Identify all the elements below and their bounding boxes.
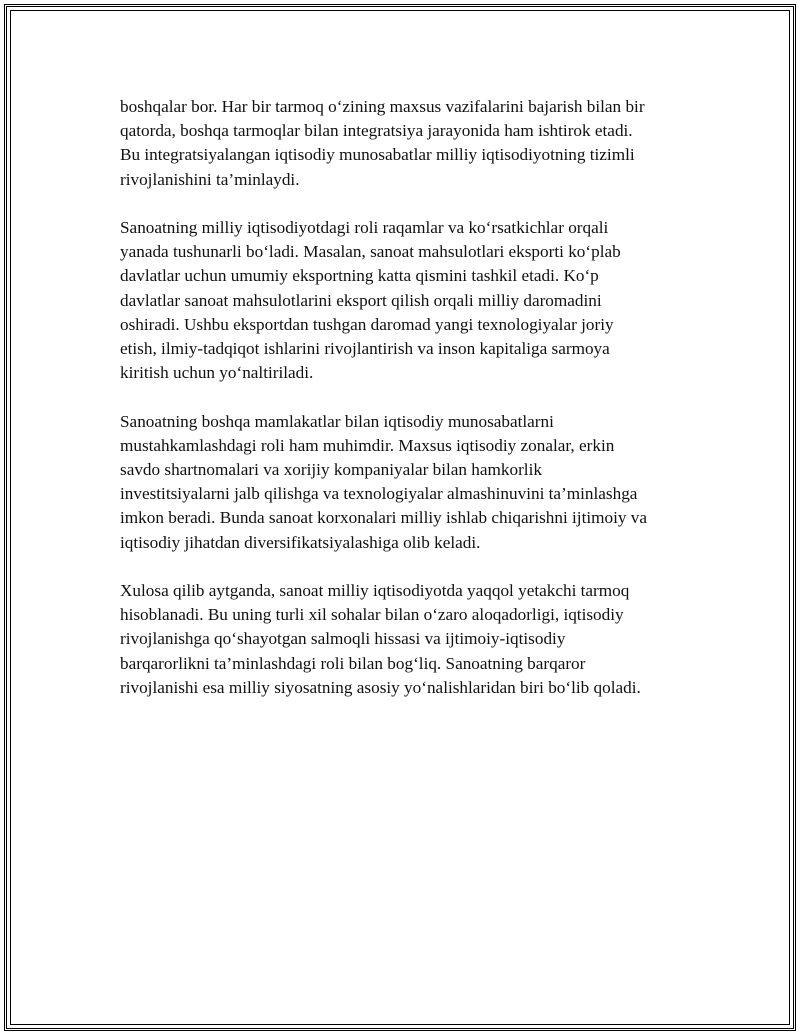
paragraph-export-role: Sanoatning milliy iqtisodiyotdagi roli raqamlar va ko‘rsatkichlar orqali yanada tushunarli bo‘ladi. Masalan, sanoat mahsulotlari eksporti ko‘plab davlatlar uchun umumiy eksportning katta qismini tashkil etadi. Ko‘p davlatlar sanoat mahsulotlarini eksport qilish orqali milliy daromadini oshiradi. Ushbu eksportdan tushgan daromad yangi texnologiyalar joriy etish, ilmiy-tadqiqot ishlarini rivojlantirish va inson kapitaliga sarmoya kiritish uchun yo‘naltiriladi. (120, 218, 621, 383)
page-frame (4, 4, 796, 1031)
paragraph-integration: boshqalar bor. Har bir tarmoq o‘zining maxsus vazifalarini bajarish bilan bir qatorda, boshqa tarmoqlar bilan integratsiya jarayonida ham ishtirok etadi. Bu integratsiyalangan iqtisodiy munosabatlar milliy iqtisodiyotning tizimli rivojlanishini ta’minlaydi. (120, 97, 645, 189)
paragraph-foreign-relations: Sanoatning boshqa mamlakatlar bilan iqtisodiy munosabatlarni mustahkamlashdagi roli ham muhimdir. Maxsus iqtisodiy zonalar, erkin savdo shartnomalari va xorijiy kompaniyalar bilan hamkorlik investitsiyalarni jalb qilishga va texnologiyalar almashinuvini ta’minlashga imkon beradi. Bunda sanoat korxonalari milliy ishlab chiqarishni ijtimoiy va iqtisodiy jihatdan diversifikatsiyalashiga olib keladi. (120, 411, 647, 552)
document-body (120, 95, 700, 724)
paragraph-conclusion: Xulosa qilib aytganda, sanoat milliy iqtisodiyotda yaqqol yetakchi tarmoq hisoblanadi. Bu uning turli xil sohalar bilan o‘zaro aloqadorligi, iqtisodiy rivojlanishga qo‘shayotgan salmoqli hissasi va ijtimoiy-iqtisodiy barqarorlikni ta’minlashdagi roli bilan bog‘liq. Sanoatning barqaror rivojlanishi esa milliy siyosatning asosiy yo‘nalishlaridan biri bo‘lib qoladi. (120, 581, 641, 697)
